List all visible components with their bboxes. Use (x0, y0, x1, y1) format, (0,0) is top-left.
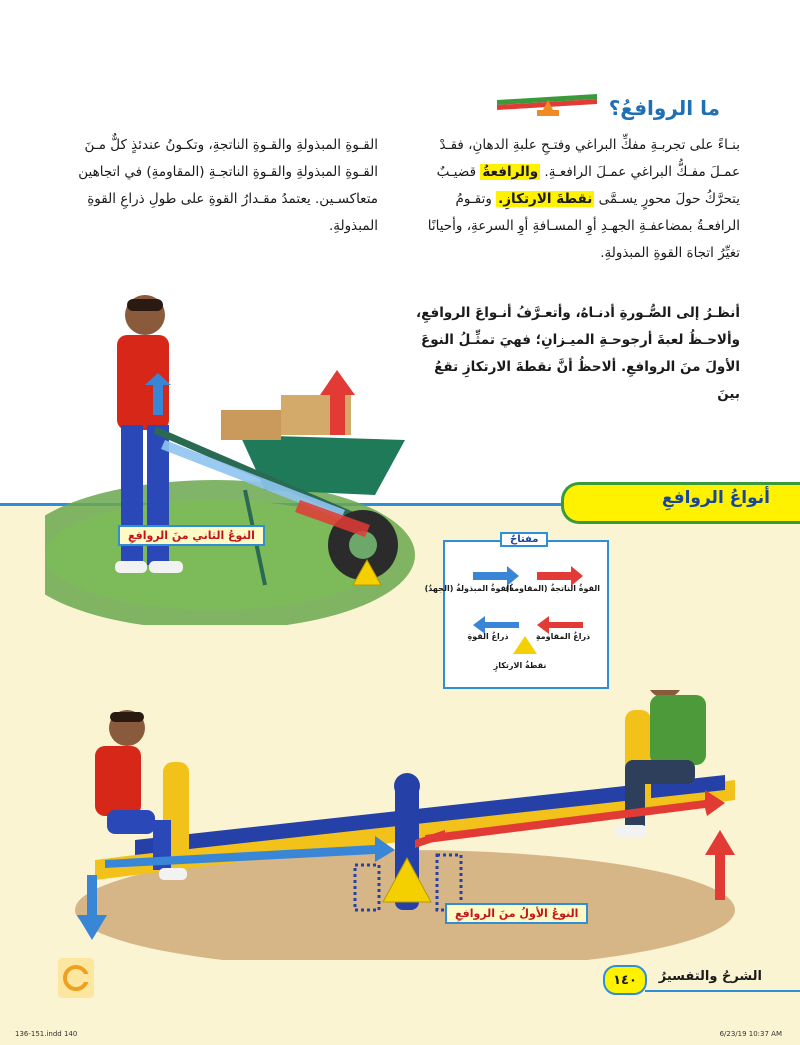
key-resultant-force-label: القوةُ الناتجةُ (المقاومةُ) (505, 584, 600, 593)
paragraph-observe: أنظـرُ إلى الصُّـورةِ أدنـاهُ، وأتعـرَّفُ أنـواعَ الروافعِ، وألاحـظُ لعبةَ أرجوحـةِ الميـزانِ؛ فهيَ تمثِّـلُ النوعَ الأولَ منَ الروافعِ. ألاحظُ أنَّ نقطةَ الارتكازِ تقعُ بينَ (416, 305, 740, 402)
highlight-fulcrum-term: نقطةَ الارتكازِ. (498, 191, 593, 207)
text-segment: وتقـومُ الرافعـةُ بمضاعفـةِ الجهـدِ أوِ المسـافةِ أوِ السرعةِ، وأحيانًا تغيِّرُ اتجاهَ القوةِ المبذولةِ. (427, 191, 740, 261)
seesaw-illustration (35, 690, 775, 960)
text-segment: قضيـبٌ يتحرَّكُ حولَ محورٍ يسـمَّى (436, 164, 740, 207)
footer-section-title: الشرحُ والتفسيرُ (658, 969, 762, 984)
section-title: أنواعُ الروافعِ (661, 488, 770, 508)
paragraph-levers-intro (410, 132, 740, 267)
key-fulcrum-label: نقطةُ الارتكازِ (493, 661, 547, 670)
footer-line (645, 990, 800, 992)
wheelbarrow-illustration (45, 285, 465, 625)
file-info-right: 6/23/19 10:37 AM (719, 1030, 782, 1038)
seesaw-icon (493, 88, 603, 128)
lever-type-one-label: النوعُ الأولُ منَ الروافعِ (445, 903, 588, 924)
page-number-badge (603, 965, 647, 995)
highlight-lever-term: والرافعةُ (482, 164, 539, 180)
lever-type-two-label: النوعُ الثاني منَ الروافعِ (118, 525, 265, 546)
text-segment: بنـاءً على تجربـةِ مفكِّ البراغي وفتـحِ علبةِ الدهانِ، فقـدْ عمـلَ مفـكُّ البراغي عمـلَ الرافعـةِ. (439, 137, 740, 180)
title-row (493, 90, 720, 126)
publisher-logo-icon (58, 958, 94, 998)
page-number: ١٤٠ (613, 972, 637, 988)
file-info-left: 136-151.indd 140 (15, 1030, 78, 1038)
paragraph-force-directions: القـوةِ المبذولةِ والقـوةِ الناتجةِ، وتكـونُ عندئذٍ كلٌّ مـنَ القـوةِ المبذولةِ والقـوةِ الناتجـةِ (المقاومةِ) في اتجاهين متعاكسـين. يعتمدُ مقـدارُ القوةِ على طولِ ذراعِ القوةِ المبذولةِ. (78, 137, 378, 234)
key-applied-force-label: القوةُ المبذولةُ (الجهدُ) (424, 584, 512, 593)
key-effort-arm-label: ذراعُ القوةِ (467, 632, 509, 641)
key-resistance-arm-label: ذراعُ المقاومةِ (535, 632, 591, 641)
page-title: ما الروافعُ؟ (608, 96, 720, 120)
key-title: مفتاحٌ (500, 532, 548, 547)
